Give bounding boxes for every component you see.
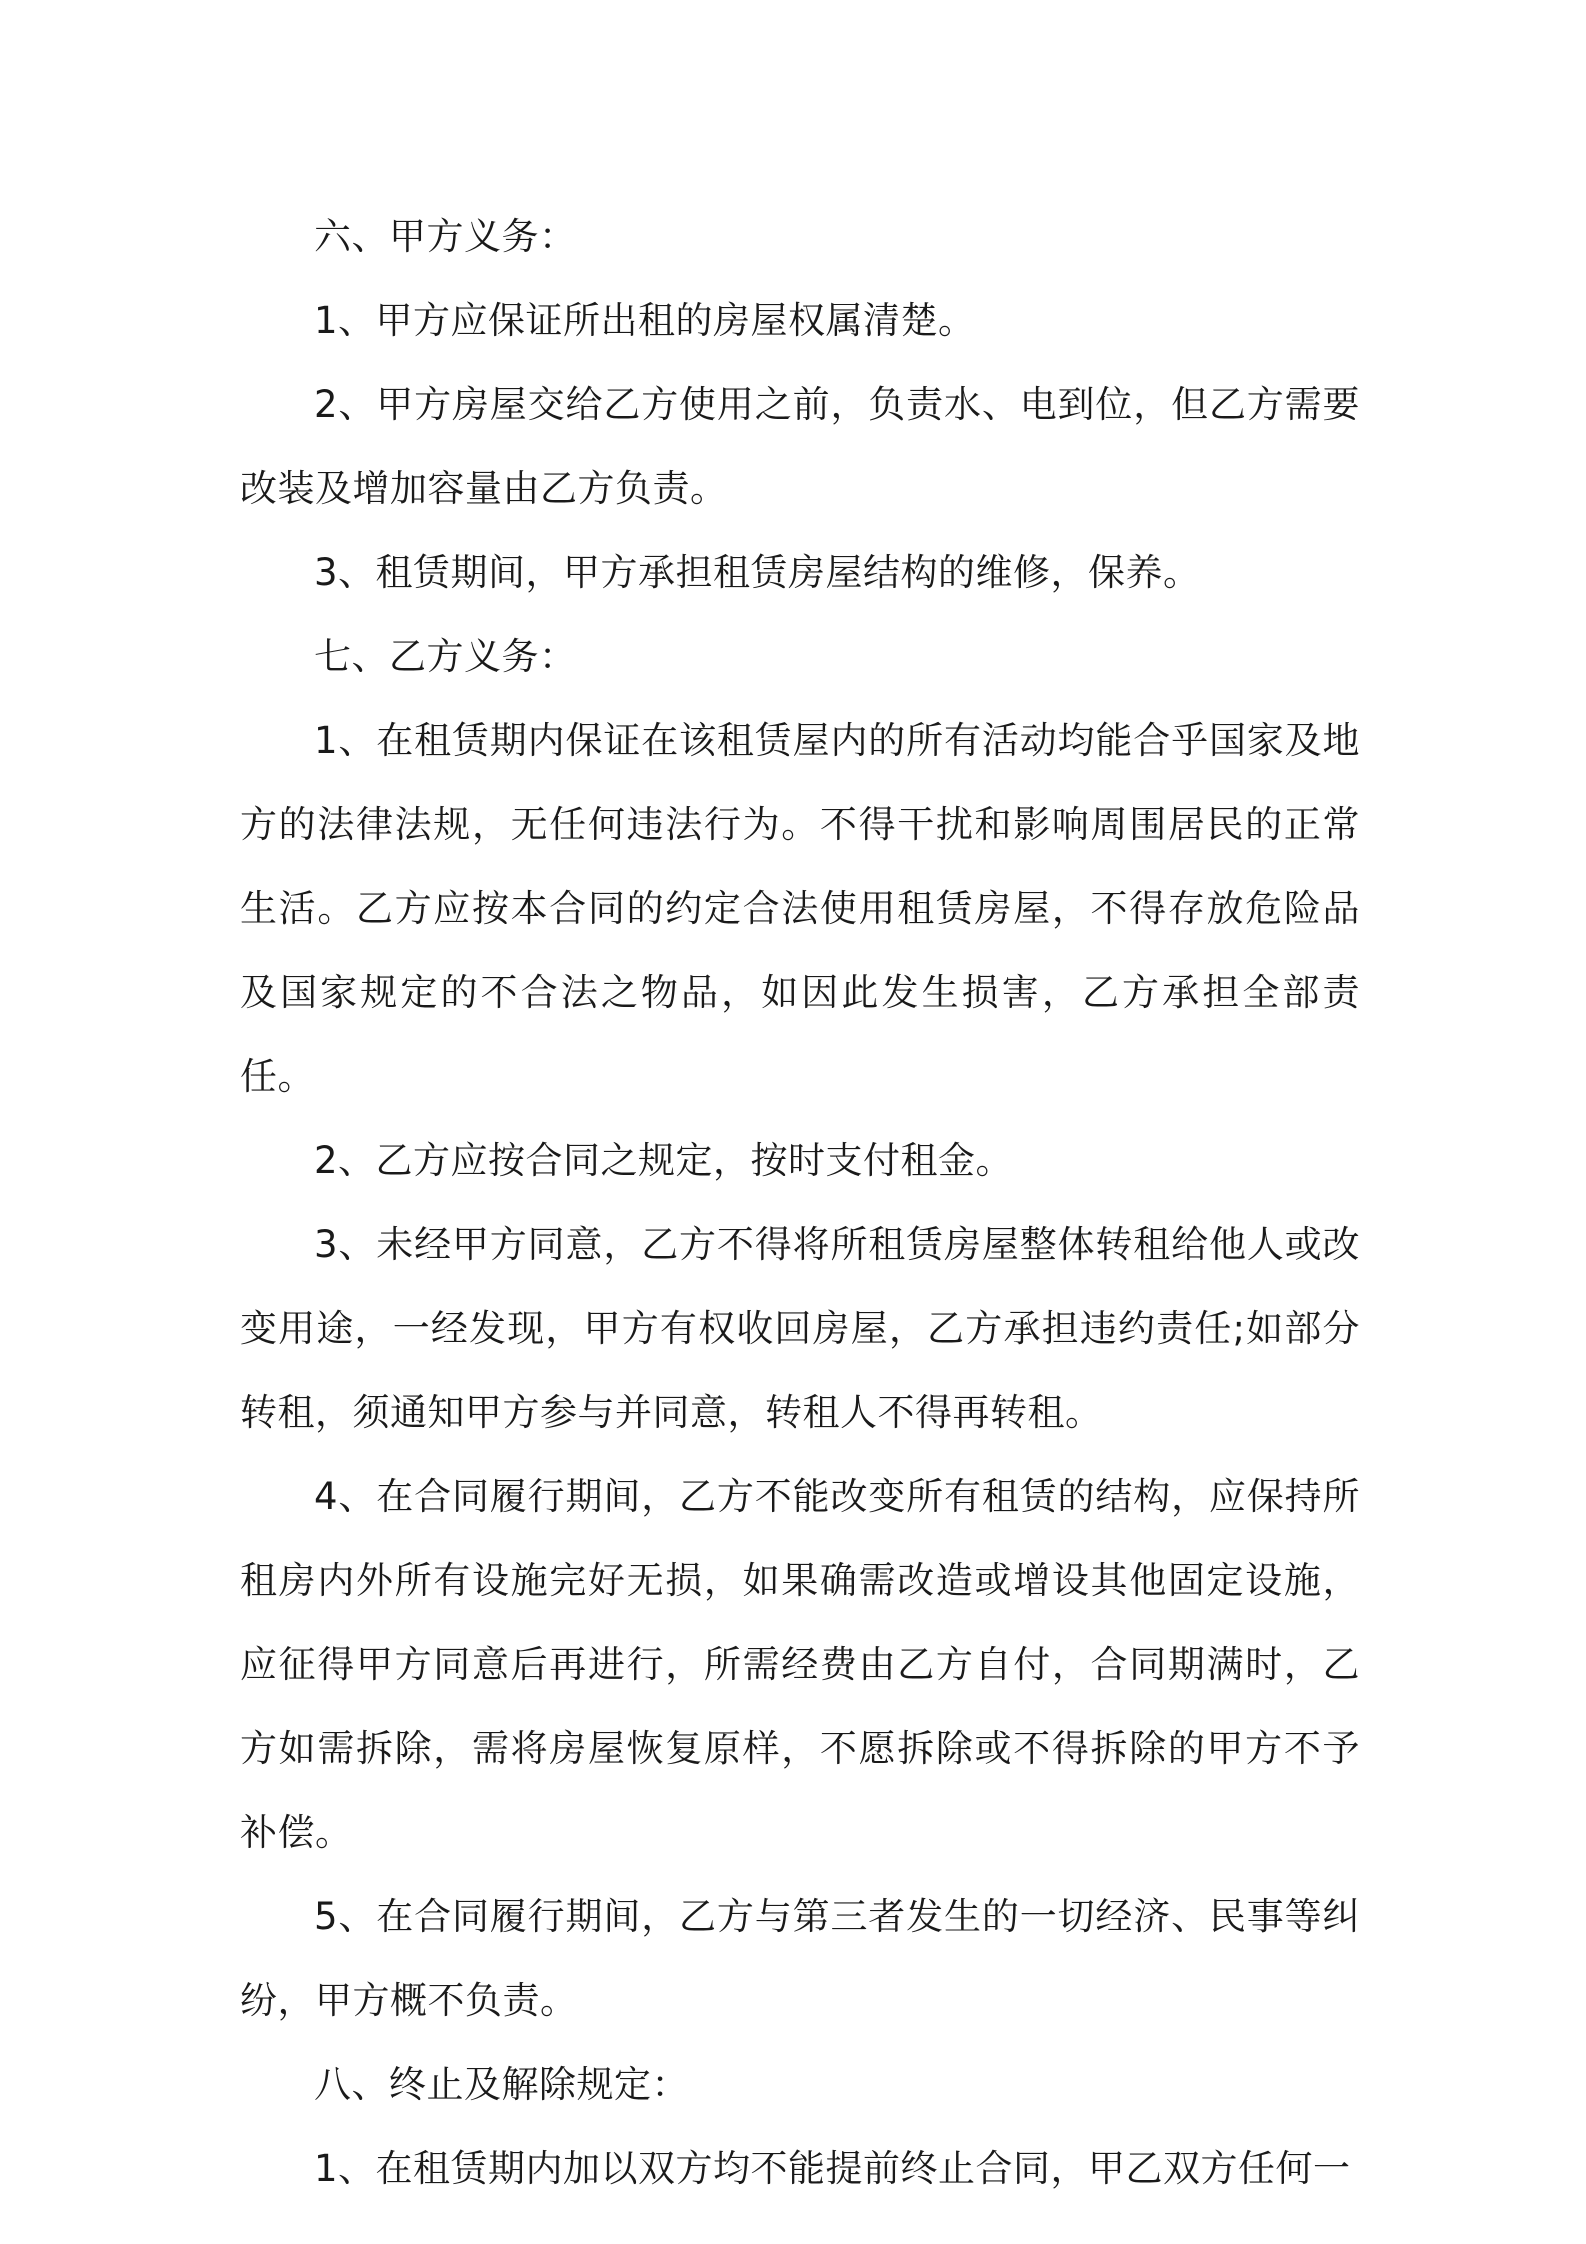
paragraph: 2、甲方房屋交给乙方使用之前，负责水、电到位，但乙方需要改装及增加容量由乙方负责。	[240, 383, 1360, 510]
paragraph: 5、在合同履行期间，乙方与第三者发生的一切经济、民事等纠纷，甲方概不负责。	[240, 1895, 1360, 2022]
paragraph: 1、在租赁期内保证在该租赁屋内的所有活动均能合乎国家及地方的法律法规，无任何违法行为。不得干扰和影响周围居民的正常生活。乙方应按本合同的约定合法使用租赁房屋，不得存放危险品及国家规定的不合法之物品，如因此发生损害，乙方承担全部责任。	[240, 719, 1360, 1098]
paragraph: 3、未经甲方同意，乙方不得将所租赁房屋整体转租给他人或改变用途，一经发现，甲方有权收回房屋，乙方承担违约责任;如部分转租，须通知甲方参与并同意，转租人不得再转租。	[240, 1223, 1360, 1434]
paragraph: 1、在租赁期内加以双方均不能提前终止合同，甲乙双方任何一	[314, 2147, 1351, 2190]
section-heading-8: 八、终止及解除规定：	[314, 2063, 689, 2106]
document-body	[240, 195, 1360, 2211]
paragraph: 3、租赁期间，甲方承担租赁房屋结构的维修，保养。	[314, 551, 1201, 594]
section-heading-7: 七、乙方义务：	[314, 635, 577, 678]
paragraph: 1、甲方应保证所出租的房屋权属清楚。	[314, 299, 976, 342]
section-heading-6: 六、甲方义务：	[314, 215, 577, 258]
paragraph: 2、乙方应按合同之规定，按时支付租金。	[314, 1139, 1014, 1182]
paragraph: 4、在合同履行期间，乙方不能改变所有租赁的结构，应保持所租房内外所有设施完好无损，如果确需改造或增设其他固定设施，应征得甲方同意后再进行，所需经费由乙方自付，合同期满时，乙方如需拆除，需将房屋恢复原样，不愿拆除或不得拆除的甲方不予补偿。	[240, 1475, 1360, 1854]
